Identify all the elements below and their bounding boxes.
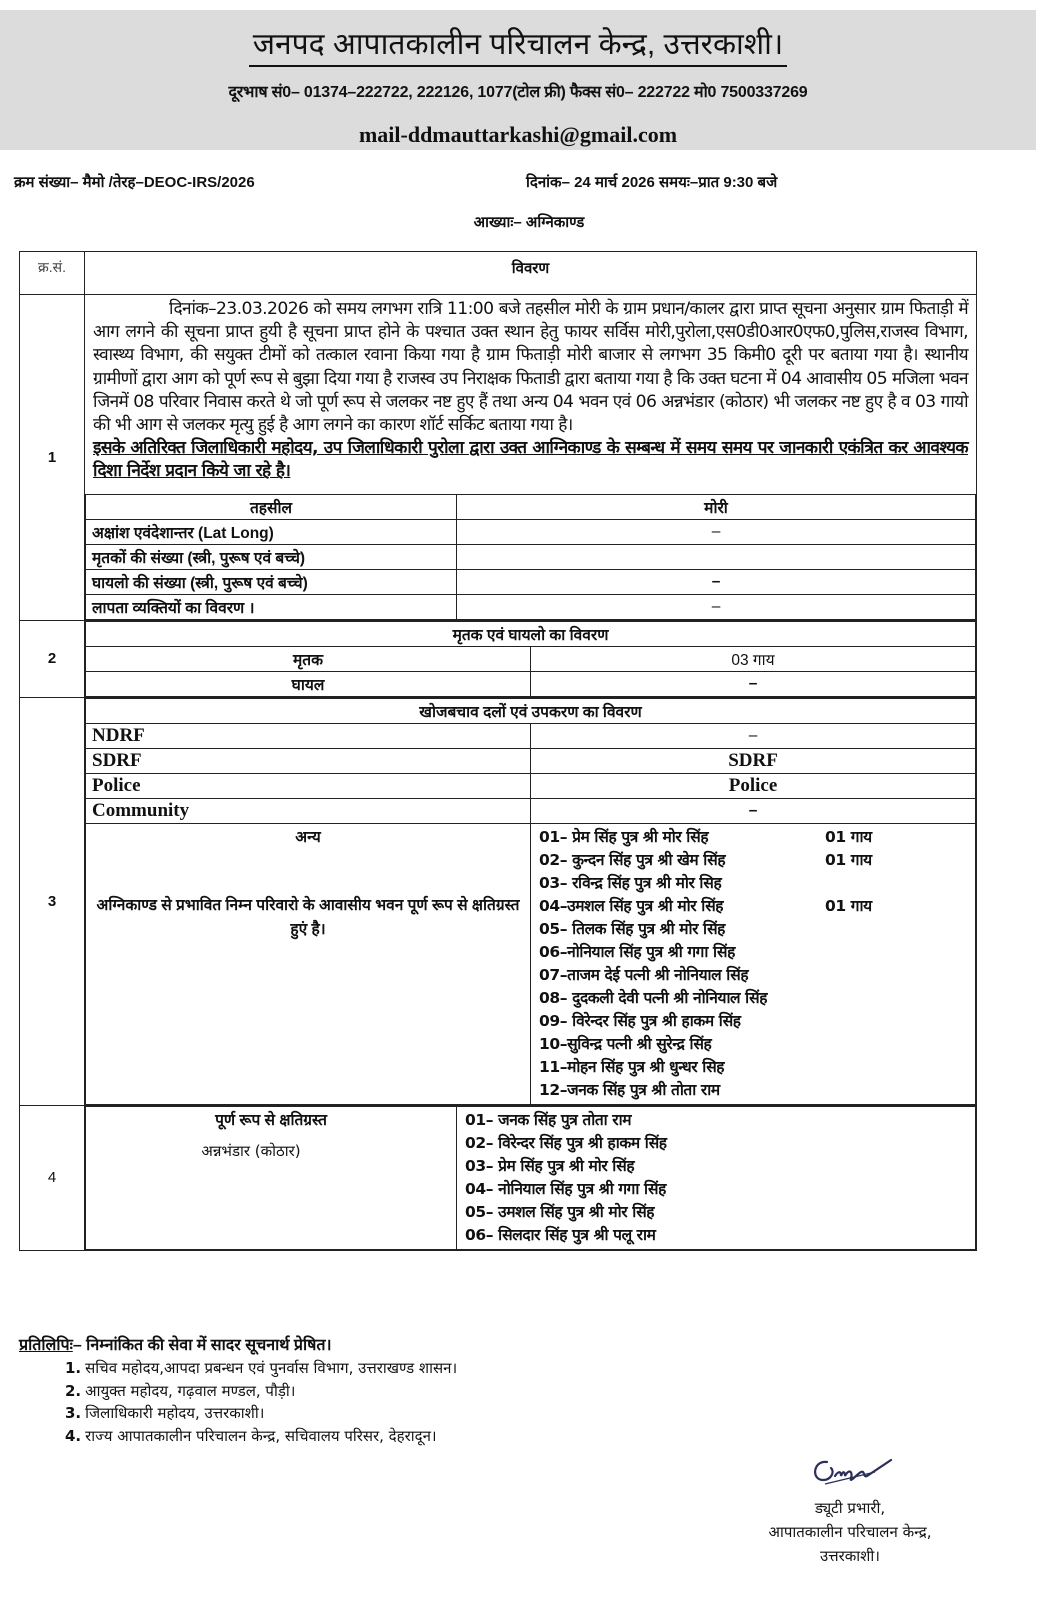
granary-label-cell xyxy=(86,1106,457,1249)
list-item: 01– प्रेम सिंह पुत्र श्री मोर सिंह 01 गाय xyxy=(539,827,872,846)
team-value-sdrf: SDRF xyxy=(531,748,976,773)
affected-families-row xyxy=(86,823,976,1104)
lat-long-value: – xyxy=(457,519,976,544)
lat-long-label: अक्षांश एवंदेशान्तर (Lat Long) xyxy=(86,519,457,544)
affected-families-label-cell xyxy=(86,823,531,1104)
memo-reference: क्रम संख्या– मैमो /तेरह–DEOC-IRS/2026 xyxy=(14,174,255,191)
letterhead-banner xyxy=(0,10,1036,150)
incident-report-table xyxy=(19,251,977,1251)
list-item: 01– जनक सिंह पुत्र तोता राम xyxy=(465,1110,632,1129)
list-item: 2. आयुक्त महोदय, गढ़वाल मण्डल, पौड़ी। xyxy=(65,1381,296,1400)
table-row-2 xyxy=(20,620,977,697)
copy-recipients-list xyxy=(65,1357,457,1447)
list-item: 1. सचिव महोदय,आपदा प्रबन्धन एवं पुनर्वास विभाग, उत्तराखण्ड शासन। xyxy=(65,1359,458,1377)
detail-row xyxy=(86,646,976,671)
team-value-police: Police xyxy=(531,773,976,798)
list-item: 04–उमशल सिंह पुत्र श्री मोर सिंह 01 गाय xyxy=(539,896,872,915)
row-4-content xyxy=(85,1105,977,1250)
granary-label: अन्नभंडार (कोठार) xyxy=(201,1141,301,1160)
list-item: 03– रविन्द्र सिंह पुत्र श्री मोर सिह xyxy=(539,873,722,892)
serial-number: 4 xyxy=(20,1105,85,1250)
injured-label: घायल xyxy=(86,671,531,696)
memo-date-time: दिनांक– 24 मार्च 2026 समयः–प्रात 9:30 बजे xyxy=(526,174,778,191)
dead-label: मृतक xyxy=(86,646,531,671)
serial-number: 1 xyxy=(20,295,85,621)
signature-icon xyxy=(805,1450,895,1490)
rescue-teams-table xyxy=(85,698,976,1105)
memo-subject: आख्याः– अग्निकाण्ड xyxy=(473,214,585,231)
fully-damaged-label: पूर्ण रूप से क्षतिग्रस्त xyxy=(215,1111,327,1129)
table-header-row xyxy=(20,252,977,295)
team-row xyxy=(86,798,976,823)
row-2-content xyxy=(85,620,977,697)
team-label-ndrf: NDRF xyxy=(86,723,531,748)
row-3-content xyxy=(85,697,977,1105)
table-row-4 xyxy=(20,1105,977,1250)
rescue-heading: खोजबचाव दलों एवं उपकरण का विवरण xyxy=(86,698,976,723)
serial-number: 2 xyxy=(20,620,85,697)
detail-row xyxy=(86,569,976,594)
tehsil-value: मोरी xyxy=(457,494,976,519)
other-label: अन्य xyxy=(295,828,321,846)
casualty-heading: मृतक एवं घायलो का विवरण xyxy=(86,621,976,646)
granary-table xyxy=(85,1106,976,1250)
affected-families-list xyxy=(539,826,967,1102)
team-value-community: – xyxy=(531,798,976,823)
list-item: 03– प्रेम सिंह पुत्र श्री मोर सिंह xyxy=(465,1156,635,1175)
injured-count-label: घायलो की संख्या (स्त्री, पुरूष एवं बच्चे) xyxy=(86,569,457,594)
signatory-designation: ड्यूटी प्रभारी, xyxy=(814,1499,886,1517)
list-item: 05– उमशल सिंह पुत्र श्री मोर सिंह xyxy=(465,1202,655,1221)
row-1-content xyxy=(85,295,977,621)
injured-value: – xyxy=(531,671,976,696)
incident-description xyxy=(85,295,976,494)
list-item: 06–नोनियाल सिंह पुत्र श्री गगा सिंह xyxy=(539,942,735,961)
rescue-heading-row xyxy=(86,698,976,723)
affected-families-note: अग्निकाण्ड से प्रभावित निम्न परिवारो के आवासीय भवन पूर्ण रूप से क्षतिग्रस्त हुएं है। xyxy=(96,896,520,938)
signatory-place: उत्तरकाशी। xyxy=(820,1547,880,1565)
list-item: 3. जिलाधिकारी महोदय, उत्तरकाशी। xyxy=(65,1404,265,1422)
detail-row xyxy=(86,594,976,619)
contact-numbers: दूरभाष सं0– 01374–222722, 222126, 1077(टोल फ्री) फैक्स सं0– 222722 मो0 7500337269 xyxy=(228,84,808,101)
list-item: 08– दुदकली देवी पत्नी श्री नोनियाल सिंह xyxy=(539,988,768,1007)
team-row xyxy=(86,748,976,773)
team-label-police: Police xyxy=(86,773,531,798)
team-value-ndrf: – xyxy=(531,723,976,748)
missing-persons-label: लापता व्यक्तियों का विवरण । xyxy=(86,594,457,619)
description-header: विवरण xyxy=(85,252,977,295)
serial-header: क्र.सं. xyxy=(20,252,85,295)
deaths-count-value xyxy=(457,544,976,569)
list-item: 02– कुन्दन सिंह पुत्र श्री खेम सिंह 01 गाय xyxy=(539,850,872,869)
serial-number: 3 xyxy=(20,697,85,1105)
office-title: जनपद आपातकालीन परिचालन केन्द्र, उत्तरकाशी। xyxy=(0,22,1036,63)
signature-block xyxy=(730,1450,970,1568)
tehsil-label: तहसील xyxy=(86,494,457,519)
team-row xyxy=(86,723,976,748)
casualty-table xyxy=(85,621,976,697)
location-details-table xyxy=(85,494,976,620)
injured-count-value: – xyxy=(457,569,976,594)
table-row-1 xyxy=(20,295,977,621)
casualty-heading-row xyxy=(86,621,976,646)
list-item: 12–जनक सिंह पुत्र श्री तोता राम xyxy=(539,1080,720,1099)
signatory-office: आपातकालीन परिचालन केन्द्र, xyxy=(768,1523,932,1541)
list-item: 06– सिलदार सिंह पुत्र श्री पलू राम xyxy=(465,1225,656,1244)
granary-row xyxy=(86,1106,976,1249)
list-item: 10–सुविन्द्र पत्नी श्री सुरेन्द्र सिंह xyxy=(539,1034,712,1053)
detail-row xyxy=(86,544,976,569)
granary-owners-list xyxy=(465,1109,967,1247)
team-row xyxy=(86,773,976,798)
list-item: 02– विरेन्दर सिंह पुत्र श्री हाकम सिंह xyxy=(465,1133,667,1152)
copy-to-heading: प्रतिलिपिः– निम्नांकित की सेवा में सादर सूचनार्थ प्रेषित। xyxy=(19,1337,332,1354)
office-email: mail-ddmauttarkashi@gmail.com xyxy=(358,122,678,147)
dead-value: 03 गाय xyxy=(531,646,976,671)
list-item: 04– नोनियाल सिंह पुत्र श्री गगा सिंह xyxy=(465,1179,666,1198)
list-item: 05– तिलक सिंह पुत्र श्री मोर सिंह xyxy=(539,919,725,938)
table-row-3 xyxy=(20,697,977,1105)
list-item: 11–मोहन सिंह पुत्र श्री धुन्धर सिह xyxy=(539,1057,725,1076)
team-label-community: Community xyxy=(86,798,531,823)
instructions-note: इसके अतिरिक्त जिलाधिकारी महोदय, उप जिलाधिकारी पुरोला द्वारा उक्त आग्निकाण्ड के सम्बन्ध में समय समय पर जानकारी एकंत्रित कर आवश्यक दिशा निर्देश प्रदान किये जा रहे है। xyxy=(93,438,968,482)
deaths-count-label: मृतकों की संख्या (स्त्री, पुरूष एवं बच्चे) xyxy=(86,544,457,569)
copy-to-section xyxy=(19,1333,457,1447)
detail-row xyxy=(86,671,976,696)
affected-families-list-cell xyxy=(531,823,976,1104)
list-item: 4. राज्य आपातकालीन परिचालन केन्द्र, सचिवालय परिसर, देहरादून। xyxy=(65,1426,437,1445)
team-label-sdrf: SDRF xyxy=(86,748,531,773)
granary-owners-cell xyxy=(457,1106,976,1249)
detail-row xyxy=(86,519,976,544)
list-item: 09– विरेन्दर सिंह पुत्र श्री हाकम सिंह xyxy=(539,1011,741,1030)
list-item: 07–ताजम देई पत्नी श्री नोनियाल सिंह xyxy=(539,965,749,984)
detail-row xyxy=(86,494,976,519)
missing-persons-value: – xyxy=(457,594,976,619)
incident-paragraph: दिनांक–23.03.2026 को समय लगभग रात्रि 11:00 बजे तहसील मोरी के ग्राम प्रधान/कालर द्वारा प्राप्त सूचना अनुसार ग्राम फिताड़ी में आग लगने की सूचना प्राप्त हुयी है सूचना प्राप्त होने के पश्चात उक्त स्थान हेतु फायर सर्विस मोरी,पुरोला,एस0डी0आर0एफ0,पुलिस,राजस्व विभाग, स्वास्थ्य विभाग, की सयुक्त टीमों को तत्काल रवाना किया गया है ग्राम फिताड़ी मोरी बाजार से लगभग 35 किमी0 दूरी पर बताया गया है। स्थानीय ग्रामीणों द्वारा आग को पूर्ण रूप से बुझा दिया गया है राजस्व उप निराक्षक फिताडी द्वारा बताया गया है कि उक्त घटना में 04 आवासीय 05 मजिला भवन जिनमें 08 परिवार निवास करते थे जो पूर्ण रूप से जलकर नष्ट हुए हैं तथा अन्य 04 भवन एवं 06 अन्नभंडार (कोठार) भी जलकर नष्ट हुए है व 03 गायो की भी आग से जलकर मृत्यु हुई है आग लगने का कारण शॉर्ट सर्किट बताया गया है। xyxy=(93,299,968,436)
